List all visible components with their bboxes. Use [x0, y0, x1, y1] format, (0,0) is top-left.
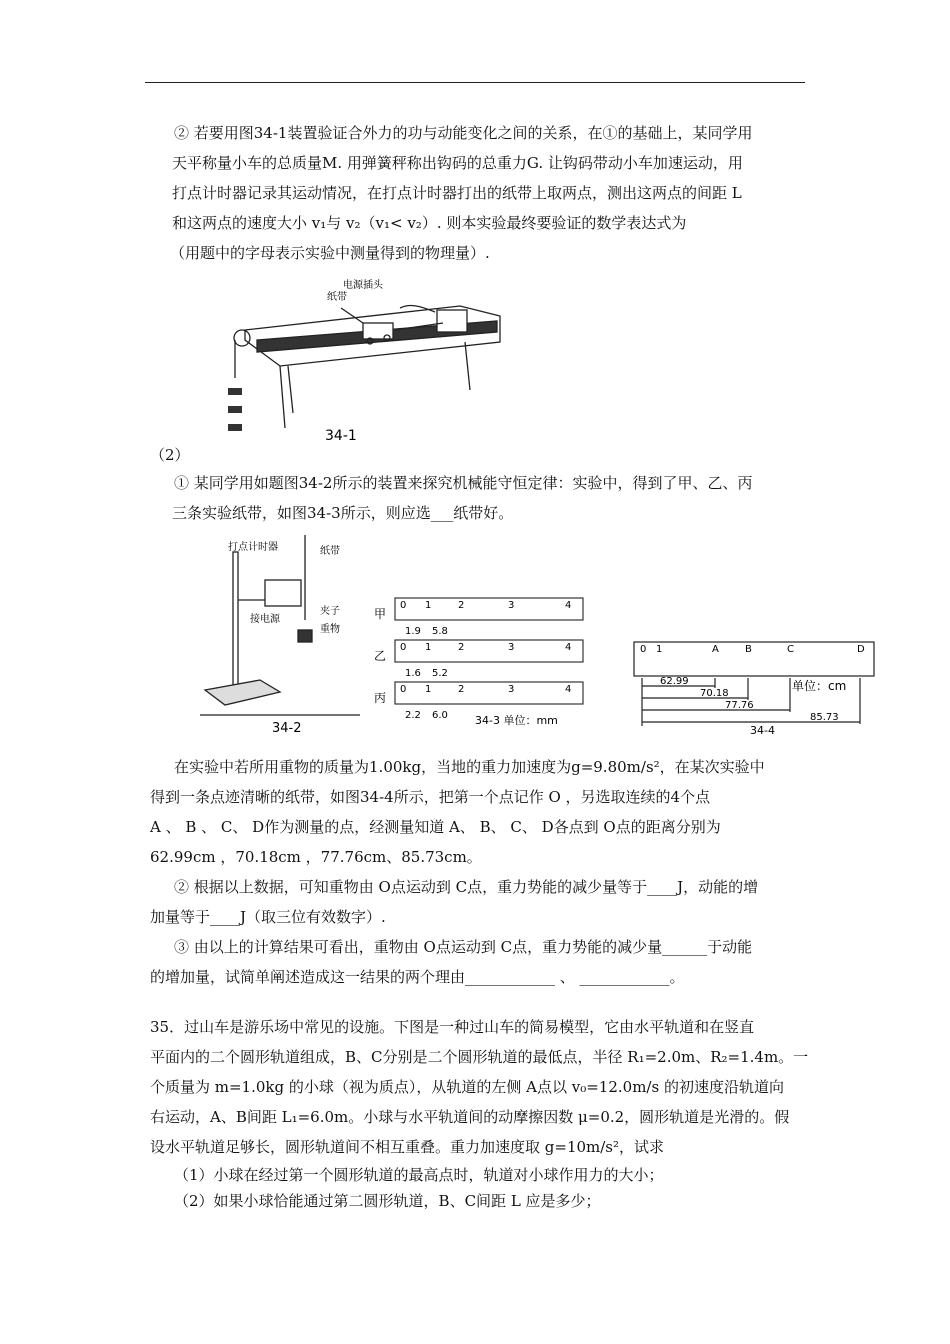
- distance-label: 5.8: [432, 626, 448, 637]
- text-line: 打点计时器记录其运动情况，在打点计时器打出的纸带上取两点，测出这两点的间距 L: [172, 184, 742, 202]
- text-line: 天平称量小车的总质量M. 用弹簧秤称出钩码的总重力G. 让钩码带动小车加速运动，用: [172, 154, 743, 172]
- point-label: A: [712, 644, 719, 655]
- figure-34-3: [370, 590, 595, 730]
- figure-caption: 34-4: [750, 724, 775, 737]
- question-35-text: [150, 1012, 810, 1214]
- label-clip: 夹子: [320, 606, 340, 617]
- point-label: 0: [640, 644, 647, 655]
- tick-label: 4: [565, 642, 572, 653]
- tick-label: 4: [565, 600, 572, 611]
- distance-label: 62.99: [660, 676, 689, 687]
- text-line: （1）小球在经过第一个圆形轨道的最高点时，轨道对小球作用力的大小；: [174, 1166, 664, 1184]
- text-line: 平面内的二个圆形轨道组成，B、C分别是二个圆形轨道的最低点，半径 R₁=2.0m、R₂=1.4m。一: [150, 1048, 809, 1066]
- tick-label: 4: [565, 684, 572, 695]
- distance-label: 5.2: [432, 668, 448, 679]
- distance-label: 70.18: [700, 688, 729, 699]
- point-label: B: [745, 644, 752, 655]
- tape-name: 乙: [374, 649, 387, 663]
- distance-label: 6.0: [432, 710, 448, 721]
- distance-label: 1.6: [405, 668, 421, 679]
- text-line: 在实验中若所用重物的质量为1.00kg，当地的重力加速度为g=9.80m/s²，在某次实验中: [174, 758, 765, 776]
- label-power: 接电源: [250, 614, 280, 625]
- label-tape: 纸带: [320, 546, 340, 557]
- figure-caption: 34-2: [272, 721, 302, 736]
- text-line: 加量等于____J（取三位有效数字）.: [150, 908, 386, 926]
- text-line: ② 若要用图34-1装置验证合外力的功与动能变化之间的关系，在①的基础上，某同学用: [174, 124, 753, 142]
- part-2-label: （2）: [150, 446, 190, 464]
- question-2-1-text: [150, 468, 810, 528]
- point-label: D: [857, 644, 865, 655]
- label-weight: 重物: [320, 624, 340, 635]
- point-label: C: [787, 644, 794, 655]
- experiment-data-text: [150, 752, 810, 992]
- tape-name: 丙: [374, 691, 387, 705]
- text-line: 62.99cm ，70.18cm ，77.76cm、85.73cm。: [150, 848, 482, 866]
- tick-label: 0: [400, 684, 407, 695]
- text-line: ① 某同学用如题图34-2所示的装置来探究机械能守恒定律：实验中，得到了甲、乙、丙: [174, 474, 753, 492]
- tick-label: 1: [425, 684, 432, 695]
- figure-34-1: [215, 278, 515, 448]
- distance-label: 2.2: [405, 710, 421, 721]
- tick-label: 3: [508, 642, 515, 653]
- text-line: 的增加量，试简单阐述造成这一结果的两个理由____________ 、 ____________。: [150, 968, 685, 986]
- tick-label: 1: [425, 600, 432, 611]
- tick-label: 3: [508, 600, 515, 611]
- text-line: 三条实验纸带，如图34-3所示，则应选___纸带好。: [172, 504, 514, 522]
- tick-label: 0: [400, 642, 407, 653]
- tick-labels: [400, 600, 571, 695]
- distance-label: 85.73: [810, 712, 839, 723]
- tape-name: 甲: [374, 607, 387, 621]
- label-timer: 打点计时器: [228, 542, 278, 553]
- figure-caption: 34-3 单位：mm: [475, 714, 558, 727]
- text-line: 右运动，A、B间距 L₁=6.0m。小球与水平轨道间的动摩擦因数 μ=0.2，圆形轨道是光滑的。假: [150, 1108, 790, 1126]
- tick-label: 2: [458, 642, 465, 653]
- text-line: ③ 由以上的计算结果可看出，重物由 O点运动到 C点，重力势能的减少量______于动能: [174, 938, 753, 956]
- distance-label: 77.76: [725, 700, 754, 711]
- tick-label: 2: [458, 684, 465, 695]
- text-line: （2）如果小球恰能通过第二圆形轨道，B、C间距 L 应是多少；: [174, 1192, 601, 1210]
- text-line: 得到一条点迹清晰的纸带，如图34-4所示，把第一个点记作 O ，另选取连续的4个点: [150, 788, 711, 806]
- tick-label: 1: [425, 642, 432, 653]
- distance-label: 1.9: [405, 626, 421, 637]
- label-power-plug: 电源插头: [343, 280, 383, 291]
- figure-caption: 34-1: [325, 428, 357, 444]
- figure-34-2: [200, 530, 360, 740]
- text-line: 个质量为 m=1.0kg 的小球（视为质点），从轨道的左侧 A点以 v₀=12.0m/s 的初速度沿轨道向: [150, 1078, 784, 1096]
- figure-34-4: [630, 638, 885, 738]
- point-label: 1: [656, 644, 663, 655]
- text-line: （用题中的字母表示实验中测量得到的物理量）.: [170, 244, 490, 262]
- tick-label: 0: [400, 600, 407, 611]
- text-line: 35．过山车是游乐场中常见的设施。下图是一种过山车的简易模型，它由水平轨道和在竖直: [150, 1018, 755, 1036]
- unit-label: 单位：cm: [792, 679, 847, 693]
- text-line: ② 根据以上数据，可知重物由 O点运动到 C点，重力势能的减少量等于____J，动能的增: [174, 878, 759, 896]
- header-rule: [145, 82, 805, 83]
- label-tape: 纸带: [327, 292, 347, 303]
- text-line: A 、 B 、 C、 D作为测量的点，经测量知道 A、 B、 C、 D各点到 O点的距离分别为: [150, 818, 721, 836]
- question-2-text: [150, 118, 810, 268]
- text-line: 设水平轨道足够长，圆形轨道间不相互重叠。重力加速度取 g=10m/s²，试求: [150, 1138, 665, 1156]
- tick-label: 2: [458, 600, 465, 611]
- tick-label: 3: [508, 684, 515, 695]
- text-line: 和这两点的速度大小 v₁与 v₂（v₁< v₂）. 则本实验最终要验证的数学表达式为: [172, 214, 687, 232]
